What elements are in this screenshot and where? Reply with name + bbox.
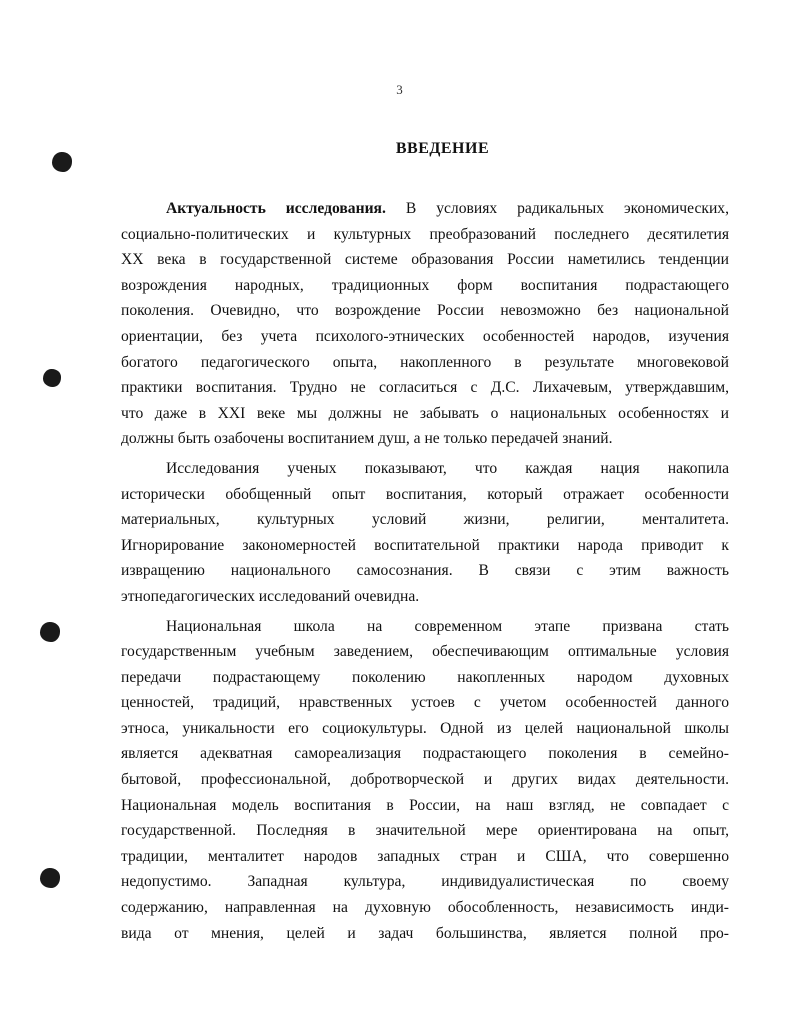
text-line: традиции, менталитет народов западных стран и США, что совершенно [121, 847, 729, 865]
paragraph-lead: Актуальность исследования. [166, 200, 386, 217]
page-number: 3 [396, 82, 403, 97]
paragraph [121, 456, 729, 610]
document-body [121, 196, 729, 946]
text-line: поколения. Очевидно, что возрождение России невозможно без национальной [121, 302, 729, 320]
text-line: исторически обобщенный опыт воспитания, который отражает особенности [121, 485, 729, 503]
text-line: ориентации, без учета психолого-этнических особенностей народов, изучения [121, 327, 729, 345]
text-line: социально-политических и культурных преобразований последнего десятилетия [121, 225, 729, 243]
text-line: недопустимо. Западная культура, индивидуалистическая по своему [121, 873, 729, 891]
scan-blot [40, 868, 60, 888]
text-line: государственной. Последняя в значительной мере ориентирована на опыт, [121, 822, 729, 840]
text-line: практики воспитания. Трудно не согласиться с Д.С. Лихачевым, утверждавшим, [121, 379, 729, 397]
scan-blot [43, 369, 61, 387]
scan-blot [52, 152, 72, 172]
text-line: Национальная модель воспитания в России, на наш взгляд, не совпадает с [121, 796, 729, 814]
text-line: бытовой, профессиональной, добротворческой и других видах деятельности. [121, 771, 729, 789]
text-line: XX века в государственной системе образования России наметились тенденции [121, 251, 729, 269]
text-line: Исследования ученых показывают, что каждая нация накопила [166, 459, 729, 477]
text-line: государственным учебным заведением, обеспечивающим оптимальные условия [121, 643, 729, 661]
text-line: этнопедагогических исследований очевидна. [121, 587, 420, 605]
text-line: ценностей, традиций, нравственных устоев с учетом особенностей данного [121, 694, 729, 712]
text-line: содержанию, направленная на духовную обособленность, независимость инди- [121, 899, 729, 917]
text-line: возрождения народных, традиционных форм воспитания подрастающего [121, 276, 729, 294]
paragraph [121, 614, 729, 947]
text-line: передачи подрастающему поколению накопленных народом духовных [121, 668, 729, 686]
text-line: вида от мнения, целей и задач большинства, является полной про- [121, 924, 729, 942]
text-line: Национальная школа на современном этапе призвана стать [166, 617, 729, 635]
text-line: этноса, уникальности его социокультуры. Одной из целей национальной школы [121, 719, 729, 737]
paragraph [121, 196, 729, 452]
text-line: что даже в XXI веке мы должны не забывать о национальных особенностях и [121, 404, 729, 422]
text-line: должны быть озабочены воспитанием душ, а не только передачей знаний. [121, 430, 613, 448]
text-line: Актуальность исследования. В условиях радикальных экономических, [166, 200, 729, 217]
scan-blot [40, 622, 60, 642]
page-title: ВВЕДЕНИЕ [395, 140, 490, 157]
text-line: материальных, культурных условий жизни, религии, менталитета. [121, 511, 729, 529]
text-line: Игнорирование закономерностей воспитательной практики народа приводит к [121, 536, 729, 554]
text-line: извращению национального самосознания. В связи с этим важность [121, 562, 729, 580]
text-line: богатого педагогического опыта, накопленного в результате многовековой [121, 353, 729, 371]
text-line: является адекватная самореализация подрастающего поколения в семейно- [121, 745, 729, 763]
